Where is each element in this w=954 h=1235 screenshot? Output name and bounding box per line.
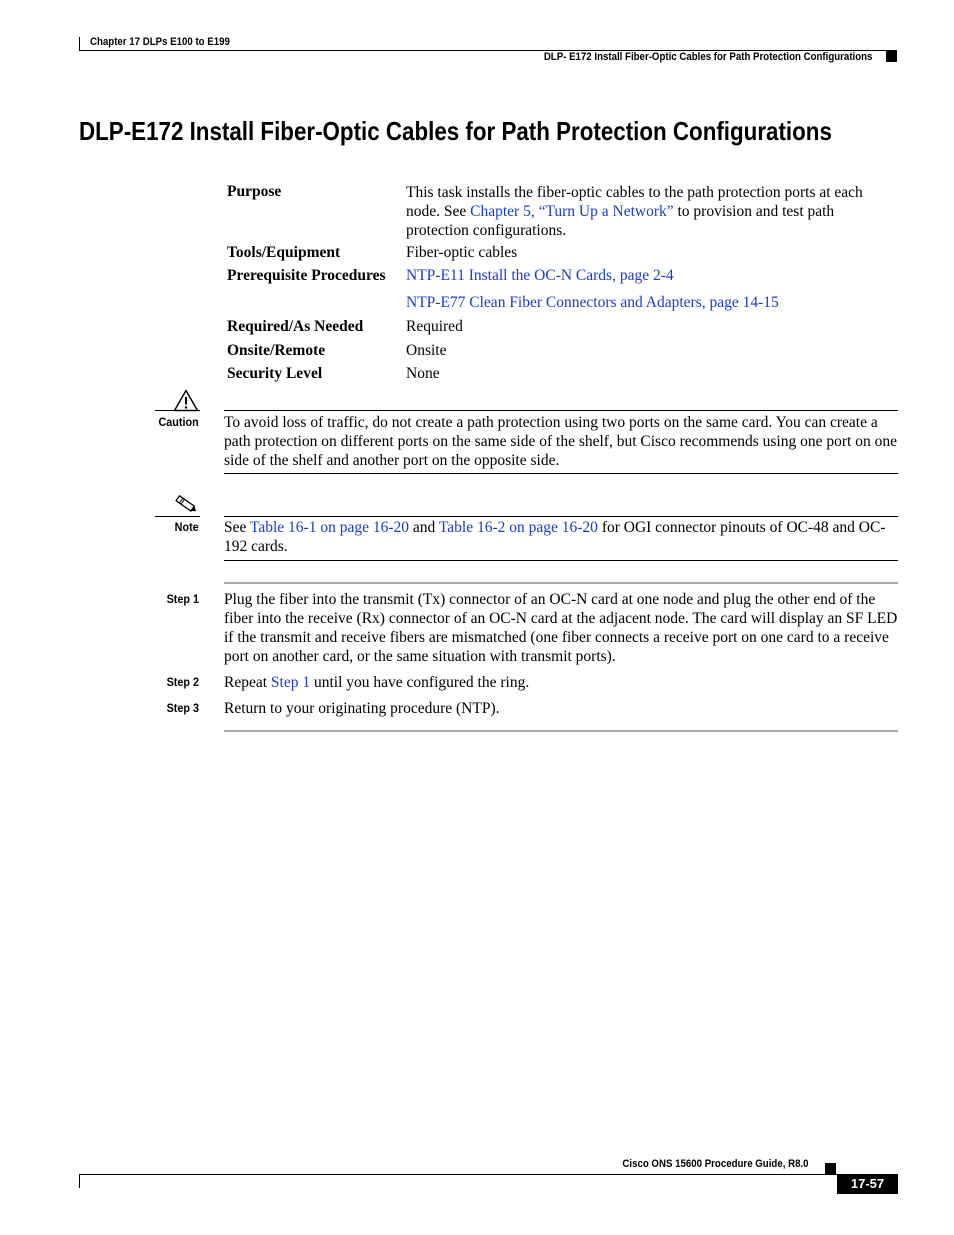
header-chapter: Chapter 17 DLPs E100 to E199: [90, 36, 230, 48]
note-text-end: for OGI connector pinouts of OC-48 and OC-192 cards.: [224, 519, 886, 555]
table-16-2-link[interactable]: Table 16-2 on page 16-20: [438, 519, 598, 536]
footer-rule: [79, 1174, 837, 1175]
caution-bottom-rule: [224, 473, 898, 474]
steps-bottom-rule: [224, 730, 898, 732]
page-number: 17-57: [837, 1174, 898, 1194]
header-section-title: DLP- E172 Install Fiber-Optic Cables for Path Protection Configurations: [543, 51, 872, 63]
note-text-mid: and: [409, 519, 439, 536]
required-label: Required/As Needed: [227, 318, 364, 335]
note-top-rule: [224, 516, 898, 517]
step-3-label: Step 3: [166, 701, 199, 715]
caution-icon-rule: [155, 410, 200, 411]
purpose-text-start: This task installs the fiber-optic cables to the path protection ports at each node. See: [406, 184, 863, 220]
step-2-text: [224, 673, 898, 692]
prereq-link-ntp-e11[interactable]: NTP-E11 Install the OC-N Cards, page 2-4: [406, 267, 674, 284]
prereq-label: Prerequisite Procedures: [227, 267, 386, 284]
caution-top-rule: [224, 410, 898, 411]
steps-top-rule: [224, 582, 898, 584]
prereq-link-ntp-e77[interactable]: NTP-E77 Clean Fiber Connectors and Adapters, page 14-15: [406, 294, 779, 311]
table-16-1-link[interactable]: Table 16-1 on page 16-20: [249, 519, 410, 536]
note-icon-rule: [155, 516, 200, 517]
step-2-label: Step 2: [166, 675, 199, 689]
note-bottom-rule: [224, 560, 898, 561]
onsite-label: Onsite/Remote: [227, 342, 326, 359]
header-block-marker: [886, 51, 897, 62]
note-text: [224, 518, 898, 556]
tools-label: Tools/Equipment: [227, 244, 341, 261]
purpose-text-end: to provision and test path protection configurations.: [406, 203, 835, 239]
caution-triangle-icon: [173, 389, 199, 412]
page-title: DLP-E172 Install Fiber-Optic Cables for Path Protection Configurations: [79, 116, 832, 146]
purpose-label: Purpose: [227, 183, 282, 200]
security-label: Security Level: [227, 365, 323, 382]
note-text-start: See: [224, 519, 250, 536]
required-value: Required: [406, 318, 463, 335]
note-label: Note: [174, 520, 199, 534]
step-3-text: Return to your originating procedure (NTP).: [224, 700, 500, 717]
chapter-5-link[interactable]: Chapter 5, “Turn Up a Network”: [470, 203, 674, 220]
footer-block-marker: [825, 1163, 836, 1174]
footer-guide-title: Cisco ONS 15600 Procedure Guide, R8.0: [622, 1158, 809, 1170]
step-1-text: Plug the fiber into the transmit (Tx) connector of an OC-N card at one node and plug the other end of the fiber into the receive (Rx) connector of an OC-N card at the adjacent node. The card will display an SF LED if the transmit and receive fibers are mismatched (one fiber connects a receive port on one card to a receive port on another card, or the same situation with transmit ports).: [224, 591, 898, 665]
security-value: None: [406, 365, 440, 382]
caution-label: Caution: [158, 415, 199, 429]
step-2-text-start: Repeat: [224, 674, 271, 691]
onsite-value: Onsite: [406, 342, 447, 359]
note-pencil-icon: [173, 493, 199, 515]
step-1-link[interactable]: Step 1: [270, 674, 311, 691]
step-2-text-end: until you have configured the ring.: [310, 674, 530, 691]
step-1-label: Step 1: [166, 592, 199, 606]
header-vertical-rule: [79, 37, 80, 50]
purpose-value: [406, 183, 898, 240]
tools-value: Fiber-optic cables: [406, 244, 518, 261]
footer-vertical-rule: [79, 1174, 80, 1188]
caution-text: To avoid loss of traffic, do not create a path protection using two ports on the same card. You can create a path protection on different ports on the same side of the shelf, but Cisco recommends using one port on one side of the shelf and another port on the opposite side.: [224, 414, 897, 469]
